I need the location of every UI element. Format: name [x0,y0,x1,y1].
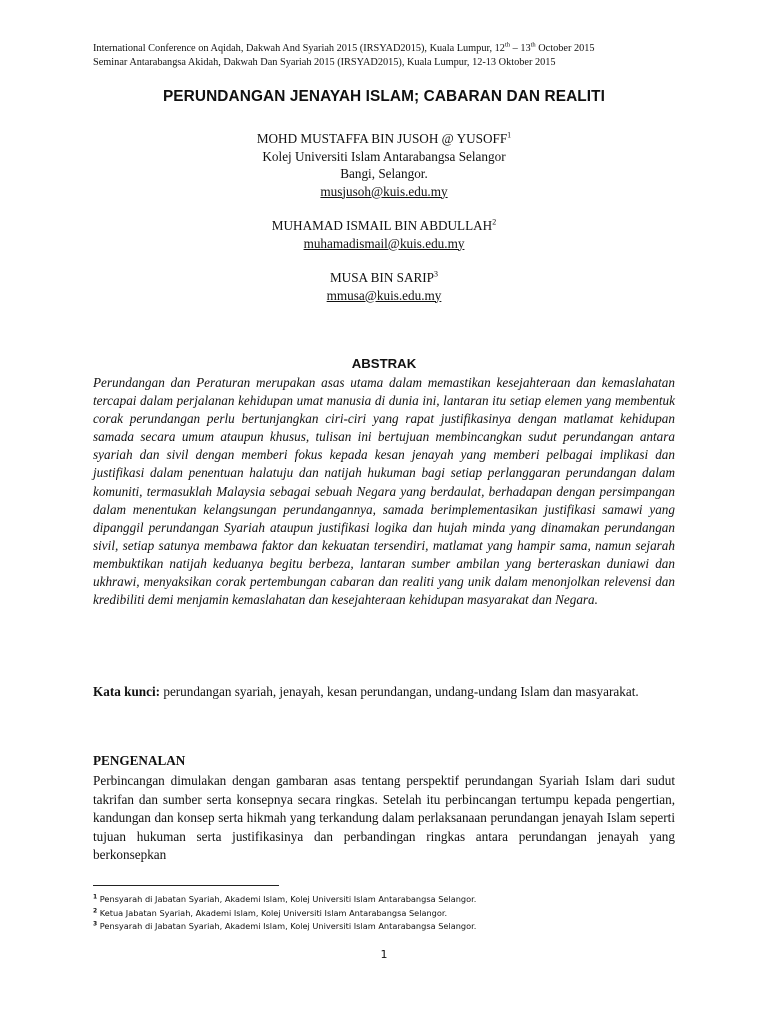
author-location: Bangi, Selangor. [340,166,428,181]
keywords-text: perundangan syariah, jenayah, kesan perundangan, undang-undang Islam dan masyarakat. [160,684,639,699]
author-2 [93,217,675,252]
author-name: MUSA BIN SARIP$^3$ [329,269,439,285]
keywords-label: Kata kunci: [93,684,161,699]
paper-title: PERUNDANGAN JENAYAH ISLAM; CABARAN DAN REALITI [162,88,606,105]
author-email-link[interactable]: muhamadismail@kuis.edu.my [303,235,465,251]
header-line-malay: Seminar Antarabangsa Akidah, Dakwah Dan Syariah 2015 (IRSYAD2015), Kuala Lumpur, 12-13 Oktober 2015 [93,57,556,68]
author-email-link[interactable]: musjusoh@kuis.edu.my [320,183,448,199]
page-number: 1 [380,948,388,961]
author-email-link[interactable]: mmusa@kuis.edu.my [326,287,442,303]
introduction-text: Perbincangan dimulakan dengan gambaran asas tentang perspektif perundangan Syariah Islam dari sudut takrifan dan sumber serta konsepnya secara ringkas. Setelah itu perbincangan tertumpu kepada pengertian, kandungan dan konsep serta hikmah yang terkandung dalam perlaksanaan perundangan jenayah Islam seperti tujuan hukuman serta justifikasinya dan perbandingan ringkas antara perundangan jenayah yang berkonsepkan [93,773,675,863]
header-line-english: International Conference on Aqidah, Dakwah And Syariah 2015 (IRSYAD2015), Kuala Lumpur, 12th – 13th October 2015 [93,41,595,54]
abstract-heading: ABSTRAK [351,356,417,371]
author-name: MOHD MUSTAFFA BIN JUSOH @ YUSOFF$^1$ [256,130,512,146]
footnote-2: $^2$ Ketua Jabatan Syariah, Akademi Islam, Kolej Universiti Islam Antarabangsa Selangor. [93,906,448,918]
author-block [93,130,675,321]
keywords [93,682,675,701]
abstract-text: Perundangan dan Peraturan merupakan asas utama dalam memastikan kesejahteraan dan kemaslahatan tercapai dalam perjalanan kehidupan umat manusia di dunia ini, lantaran itu setiap elemen yang membentuk corak perundangan perlu bertunjangkan ciri-ciri yang rapat justifikasinya dengan matlamat kehidupan samada secara umum ataupun khusus, tulisan ini bertujuan membincangkan sudut perundangan antara syariah dan sivil dengan memberi fokus kepada kesan jenayah yang memberi pelbagai implikasi dan justifikasi dalam penentuan halatuju dan natijah hukuman bagi setiap perlanggaran perundangan dalam komuniti, termasuklah Malaysia sebagai sebuah Negara yang berdaulat, berhadapan dengan persimpangan dalam menentukan kelangsungan perundangannya, samada berimplementasikan justifikasi samawi yang dipanggil perundangan Syariah ataupun justifikasi logika dan hujah minda yang dinamakan perundangan sivil, setiap satunya membawa faktor dan kekuatan tersendiri, matlamat yang hampir sama, namun sejarah membuktikan natijah keduanya begitu berbeza, lantaran sumber ambilan yang berteraskan duniawi dan ukhrawi, menyaksikan corak pertembungan cabaran dan realiti yang unik dalam menonjolkan relevensi dan kredibiliti demi menjamin kemaslahatan dan kesejahteraan kehidupan masyarakat dan Negara. [93,375,675,608]
footnote-3: $^3$ Pensyarah di Jabatan Syariah, Akademi Islam, Kolej Universiti Islam Antarabangsa Selangor. [93,920,477,932]
footnotes [93,893,693,934]
section-heading-introduction: PENGENALAN [93,753,186,768]
author-1 [93,130,675,200]
running-header [93,42,693,70]
author-name: MUHAMAD ISMAIL BIN ABDULLAH$^2$ [271,217,497,233]
footnote-1: $^1$ Pensyarah di Jabatan Syariah, Akademi Islam, Kolej Universiti Islam Antarabangsa Selangor. [93,893,477,904]
footnote-divider [93,885,279,886]
author-affiliation: Kolej Universiti Islam Antarabangsa Selangor [262,148,506,164]
author-3 [93,269,675,304]
